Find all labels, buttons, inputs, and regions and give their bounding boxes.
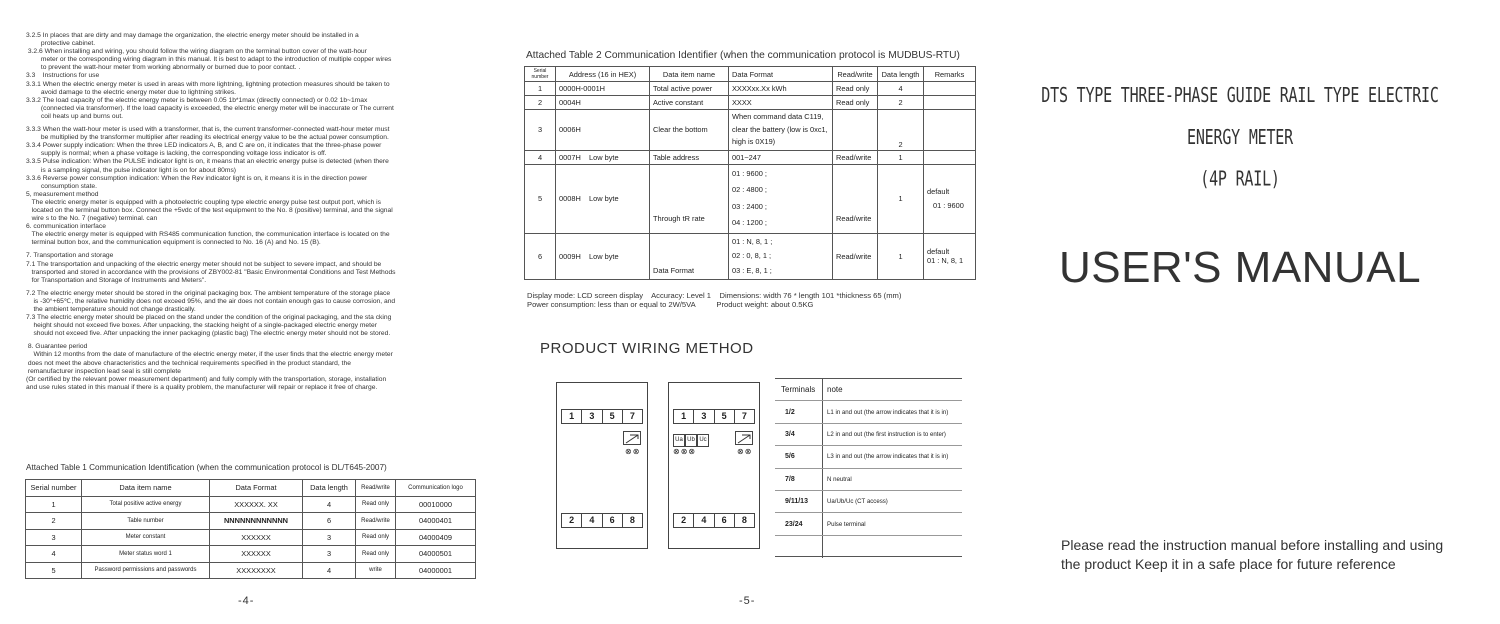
table-cell: Password permissions and passwords	[82, 562, 210, 579]
table-cell: 1	[525, 82, 556, 96]
table-cell	[924, 150, 976, 164]
table-cell: Meter status word 1	[82, 546, 210, 563]
table-cell: 3	[303, 546, 356, 563]
paragraph: The electric energy meter is equipped with RS485 communication function, the communication interface is located on the terminal button box, and the communication equipment is connected to No. 16 (A) and No. 15 (B).	[31, 231, 390, 247]
table-cell: 1	[878, 164, 924, 233]
table-cell: 4	[26, 546, 82, 563]
table-row	[775, 446, 962, 468]
table-cell: 3	[525, 110, 556, 151]
format-line: high is 0X19)	[732, 137, 776, 146]
table-header-row	[525, 67, 976, 82]
table-header: Data Format	[210, 480, 303, 497]
table-row	[775, 469, 962, 491]
table-cell: 0006H	[556, 110, 650, 151]
table-cell: 04000001	[396, 562, 476, 579]
table-cell	[729, 164, 833, 233]
meter-diagram-ct	[668, 382, 760, 549]
table-row	[775, 491, 962, 513]
table-cell	[924, 233, 976, 280]
paragraph: 3.2.6 When installing and wiring, you should follow the wiring diagram on the terminal button cover of the watt-hour meter or the corresponding wiring diagram in this manual. It is best to adapt to the introduction of multiple copper wires to prevent the watt-hour meter from working abnormally or burned due to poor contact. .	[27, 48, 392, 72]
meter-diagram-direct	[556, 382, 648, 549]
wiring-note: L1 in and out (the arrow indicates that it is in)	[827, 408, 949, 416]
table-cell: Read/write	[833, 233, 878, 280]
bottom-terminal-row	[561, 513, 643, 528]
table1-caption: Attached Table 1 Communication Identification (when the communication protocol is DL/T645-2007)	[26, 463, 387, 472]
table-cell	[924, 96, 976, 110]
table-cell: 6	[303, 513, 356, 530]
paragraph: 3.2.5 In places that are dirty and may damage the organization, the electric energy meter should be installed in a protective cabinet.	[26, 32, 359, 48]
table-row	[26, 529, 476, 546]
table-header: Read/write	[833, 67, 878, 82]
pulse-module-icon	[736, 433, 752, 445]
wiring-header-terminals: Terminals	[775, 379, 823, 400]
table-header: Read/write	[356, 480, 396, 497]
table-cell: 4	[303, 496, 356, 513]
wiring-note: N neutral	[827, 475, 852, 483]
table-cell: Total positive active energy	[82, 496, 210, 513]
terminal-label: 1	[562, 410, 582, 423]
terminal-screws-icon: ⊗⊗	[737, 447, 753, 456]
terminal-label: 7	[741, 411, 747, 421]
table-cell	[924, 164, 976, 233]
remark-line: default	[927, 186, 950, 196]
wiring-terminal: 7/8	[775, 469, 823, 490]
table-cell	[729, 233, 833, 280]
ct-terminal-ua: Ua	[673, 434, 685, 447]
table-cell: Read only	[356, 529, 396, 546]
table2	[524, 66, 976, 280]
pulse-module-icon	[624, 433, 640, 445]
paragraph: 3.3.6 Reverse power consumption indication: When the Rev indicator light is on, it means it is in the direction power consumption state.	[26, 174, 368, 190]
paragraph: 3.3.3 When the watt-hour meter is used with a transformer, that is, the current transformer-connected watt-hour meter must be multiplied by the transformer multiplier after reading its electrical energy value to be the actual power consumption.	[26, 126, 390, 142]
paragraph: 8. Guarantee period	[26, 343, 88, 351]
table-cell: XXXX	[729, 96, 833, 110]
paragraph: 3.3 Instructions for use	[26, 72, 100, 80]
table-cell: Read only	[833, 82, 878, 96]
table-header: Data length	[303, 480, 356, 497]
specs-line: Power consumption: less than or equal to 2W/5VA Product weight: about 0.5KG	[527, 299, 814, 309]
terminal-label: 3	[582, 410, 602, 423]
table-row	[775, 513, 962, 535]
top-terminal-row	[673, 409, 755, 424]
terminal-label: 2	[562, 514, 582, 527]
format-line: 04 : 1200 ;	[732, 218, 767, 227]
pulse-module-icon	[623, 431, 641, 445]
wiring-table	[775, 378, 962, 557]
remark-line: default	[927, 247, 950, 257]
table-cell	[924, 110, 976, 151]
table-cell: 1	[878, 233, 924, 280]
wiring-terminal: 1/2	[775, 401, 823, 422]
table-cell: 2	[878, 110, 924, 151]
cover-note: Please read the instruction manual before installing and using the product Keep it in a safe place for future reference	[1061, 537, 1444, 572]
table-cell: write	[356, 562, 396, 579]
table-cell: 001~247	[729, 150, 833, 164]
table-cell: 5	[26, 562, 82, 579]
table-cell: Read/write	[833, 164, 878, 233]
format-line: 03 : E, 8, 1 ;	[732, 265, 772, 275]
table-row	[26, 562, 476, 579]
paragraph: 6. communication interface	[26, 223, 106, 231]
cover-manual-heading: USER'S MANUAL	[1058, 243, 1422, 292]
format-line: 01 : 9600 ;	[732, 168, 767, 178]
table-cell: 0004H	[556, 96, 650, 110]
table-cell: NNNNNNNNNNNN	[210, 513, 303, 530]
table-cell: 3	[303, 529, 356, 546]
page-number: -4-	[238, 595, 255, 607]
wiring-terminal: 3/4	[775, 424, 823, 445]
table-cell: 2	[878, 96, 924, 110]
paragraph: 7.3 The electric energy meter should be placed on the stand under the condition of the original packaging, and the sta cking height should not exceed five boxes. After unpacking, the stacking height of a single-packaged electric energy meter should not exceed five. After unpacking the inner packaging (plastic bag) The electric energy meter should not be stored.	[26, 314, 392, 338]
wiring-note: L2 in and out (the first instruction is to enter)	[827, 430, 946, 438]
top-terminal-row	[561, 409, 643, 424]
cover-title-line: (4P RAIL)	[1200, 166, 1280, 192]
table-cell: 4	[303, 562, 356, 579]
table-row	[26, 513, 476, 530]
specs-text	[527, 292, 901, 309]
paragraph: 3.3.2 The load capacity of the electric energy meter is between 0.05 1b*1max (directly connected) or 0.02 1b~1max (connected via transformer). If the load capacity is exceeded, the electric energy meter will be inaccurate or The current coil heats up and burns out.	[26, 96, 394, 120]
format-line: 02 : 4800 ;	[732, 185, 767, 194]
table-cell: Active constant	[650, 96, 729, 110]
table-cell: Data Format	[650, 233, 729, 280]
instructions-text	[26, 32, 492, 392]
table-header: Data Format	[729, 67, 833, 82]
terminal-label: 2	[674, 514, 694, 527]
paragraph: 3.3.1 When the electric energy meter is used in areas with more lightning, lightning protection measures should be taken to avoid damage to the electric energy meter due to lightning strikes.	[26, 80, 390, 96]
table-cell: Read/write	[356, 513, 396, 530]
pulse-module-icon	[735, 431, 753, 445]
paragraph: 7.1 The transportation and unpacking of the electric energy meter should not be subject to severe impact, and should be transported and stored in accordance with the provisions of ZBY002-81 "Basic Environmental Conditions and Test Methods for Transportation and Storage of Instruments and Meters".	[26, 260, 396, 284]
paragraph: 3.3.4 Power supply indication: When the three LED indicators A, B, and C are on, it indicates that the three-phase power supply is normal; when a phase voltage is lacking, the corresponding voltage loss indicator is off.	[26, 142, 382, 158]
table-cell: 0008H Low byte	[556, 164, 650, 233]
format-line: When command data C119,	[732, 112, 824, 121]
wiring-title: PRODUCT WIRING METHOD	[540, 340, 754, 357]
terminal-label: 5	[603, 410, 623, 423]
table-cell: Through tR rate	[650, 164, 729, 233]
table-cell: Meter constant	[82, 529, 210, 546]
table-cell: 0009H Low byte	[556, 233, 650, 280]
table-cell: Table number	[82, 513, 210, 530]
table-cell: 0000H-0001H	[556, 82, 650, 96]
bottom-terminal-row	[673, 513, 755, 528]
terminal-label: 3	[694, 410, 714, 423]
table-row	[525, 150, 976, 164]
table-row	[525, 233, 976, 280]
table-header: Address (16 in HEX)	[556, 67, 650, 82]
terminal-label: 8	[741, 515, 747, 525]
wiring-terminal: 23/24	[775, 513, 823, 534]
terminal-label: 1	[674, 410, 694, 423]
ct-terminal-uc: Uc	[697, 434, 709, 447]
terminal-label: 5	[715, 410, 735, 423]
page-number: -5-	[739, 595, 756, 607]
table-cell: XXXXxx.Xx kWh	[729, 82, 833, 96]
format-line: 01 : N, 8, 1 ;	[732, 236, 773, 246]
format-line: 02 : 0, 8, 1 ;	[732, 251, 772, 260]
table-cell: 04000401	[396, 513, 476, 530]
table-cell: 0007H Low byte	[556, 150, 650, 164]
table-row	[775, 401, 962, 423]
wiring-terminal: 5/6	[775, 446, 823, 467]
table-cell: 6	[525, 233, 556, 280]
wiring-note: Pulse terminal	[827, 520, 866, 528]
terminal-label: 6	[603, 514, 623, 527]
table-cell: XXXXXX	[210, 529, 303, 546]
page-4	[0, 0, 500, 624]
wiring-terminal: 9/11/13	[775, 491, 823, 512]
table-cell: XXXXXX. XX	[210, 496, 303, 513]
paragraph: 7. Transportation and storage	[26, 252, 114, 260]
table-cell: 04000501	[396, 546, 476, 563]
wiring-terminal	[775, 536, 823, 558]
table1	[25, 479, 476, 579]
paragraph: 7.2 The electric energy meter should be stored in the original packaging box. The ambient temperature of the storage place is -30°+65℃, the relative humidity does not exceed 95%, and the air does not contain enough gas to cause corrosion, and the ambient temperature should not change drastically.	[26, 289, 396, 313]
table-cell: 00010000	[396, 496, 476, 513]
table-cell: XXXXXXXX	[210, 562, 303, 579]
format-line: clear the battery (low is 0xc1,	[732, 124, 828, 134]
table-cell: 04000409	[396, 529, 476, 546]
terminal-label: 6	[715, 514, 735, 527]
table-row	[525, 96, 976, 110]
table-row	[26, 496, 476, 513]
table-header: Remarks	[924, 67, 976, 82]
paragraph: The electric energy meter is equipped with a photoelectric coupling type electric energy pulse test output port, which is located on the terminal button box. Connect the +5vdc of the test equipment to the No. 8 (positive) terminal, and the signal wire s to the No. 7 (negative) terminal. can	[31, 198, 393, 223]
wiring-table-header	[775, 379, 962, 401]
table-row	[775, 424, 962, 446]
table-cell	[729, 110, 833, 151]
table-header: Serial number	[525, 67, 556, 82]
table-row	[26, 546, 476, 563]
table-cell: Read only	[356, 546, 396, 563]
remark-line: 01 : 9600	[933, 200, 964, 210]
specs-line: Display mode: LCD screen display Accuracy: Level 1 Dimensions: width 76 * length 101 *thickness 65 (mm)	[527, 291, 902, 300]
terminal-label: 7	[629, 411, 635, 421]
table-cell: Table address	[650, 150, 729, 164]
table-cell: 2	[525, 96, 556, 110]
table-cell: Total active power	[650, 82, 729, 96]
table2-caption: Attached Table 2 Communication Identifier (when the communication protocol is MUDBUS-RTU)	[526, 50, 960, 61]
table-row	[525, 164, 976, 233]
format-line: 03 : 2400 ;	[732, 201, 767, 211]
table-header: Data item name	[82, 480, 210, 497]
table-header-row	[26, 480, 476, 497]
table-cell: 4	[878, 82, 924, 96]
table-header: Data length	[878, 67, 924, 82]
terminal-label: 4	[694, 514, 714, 527]
table-header: Serial number	[26, 480, 82, 497]
table-row	[775, 536, 962, 558]
table-header: Communication logo	[396, 480, 476, 497]
table-cell: 5	[525, 164, 556, 233]
table-cell: 1	[26, 496, 82, 513]
table-header: Data item name	[650, 67, 729, 82]
wiring-note: L3 in and out (the arrow indicates that it is in)	[827, 453, 949, 461]
table-cell	[833, 110, 878, 151]
terminal-screws-icon: ⊗⊗⊗	[673, 447, 697, 456]
remark-line: 01 : N, 8, 1	[927, 256, 964, 266]
table-cell: Read only	[833, 96, 878, 110]
terminal-label: 8	[629, 515, 635, 525]
table-row	[525, 110, 976, 151]
table-cell	[924, 82, 976, 96]
wiring-note: Ua/Ub/Uc (CT access)	[827, 498, 888, 506]
table-cell: 4	[525, 150, 556, 164]
wiring-header-note: note	[827, 385, 843, 395]
paragraph: Within 12 months from the date of manufacture of the electric energy meter, if the user finds that the electric energy meter does not meet the above characteristics and the technical requirements specified in the product standard, the remanufacturer inspection lead seal is still complete (Or certified by the relevant power measurement department) and fully comply with the transportation, storage, installation and use rules stated in this manual if there is a quality problem, the manufacturer will repair or replace it free of charge.	[26, 351, 393, 391]
table-cell: 3	[26, 529, 82, 546]
ct-terminal-ub: Ub	[685, 434, 697, 447]
table-cell: Clear the bottom	[650, 110, 729, 151]
paragraph: 3.3.5 Pulse indication: When the PULSE indicator light is on, it means that an electric energy pulse is detected (when there is a sampling signal, the pulse indicator light is on for about 80ms)	[26, 158, 389, 174]
table-cell: XXXXXX	[210, 546, 303, 563]
table-cell: 2	[26, 513, 82, 530]
table-cell: 1	[878, 150, 924, 164]
terminal-screws-icon: ⊗⊗	[625, 447, 641, 456]
paragraph: 5, measurement method	[26, 190, 99, 198]
cover-title-line: DTS TYPE THREE-PHASE GUIDE RAIL TYPE ELECTRIC ENERGY METER	[1041, 83, 1439, 150]
table-cell: Read only	[356, 496, 396, 513]
cover-title	[1020, 75, 1460, 201]
terminal-label: 4	[582, 514, 602, 527]
table-cell: Read/write	[833, 150, 878, 164]
table-row	[525, 82, 976, 96]
